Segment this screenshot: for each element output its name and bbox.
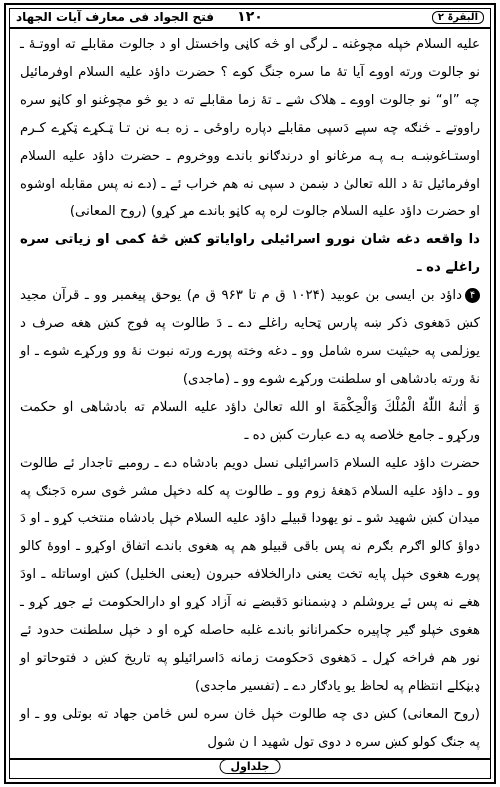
paragraph-text: داؤد بن ایسی بن عوبید (۱۰۲۴ ق م تا ۹۶۳ ق م) یوحق پیغمبر وو ـ قرآن مجید کښ دَهغوی ذکر ښه پارس ټحایه راغلے دے ـ دَ طالوت په فوج کښ هغه صرف د یوزلمی په حیثیت سره شامل وو ـ دغه وخته پورے ورته نبوت نۀ وو ورکړے شوے ـ او نۀ ورته بادشاهی او سلطنت ورکړے شوے وو ـ (ماجدی) bbox=[20, 288, 480, 387]
page-inner-frame bbox=[9, 8, 491, 779]
page-header bbox=[10, 9, 490, 29]
paragraph-with-marker bbox=[20, 282, 480, 394]
paragraph: دا واقعه دغه شان نورو اسرائیلی راوایاتو کښ څۀ کمی او زیاتی سره راغلے ده ـ bbox=[20, 232, 480, 276]
paragraph: علیه السلام خپله مچوغنه ـ لرگی او څه کاڼی واخستل او د جالوت مقابلے ته اووتـۀ ـ نو جالوت ورته اووے آیا تۀ ما سره جنگ کوے ؟ حضرت داؤد علیه السلام اوفرمائیل چه ”او“ نو جالوت اووے ـ هلاک شے ـ تۀ زما مقابلے ته د یو څو مچوغنو او کاڼو سره راووتے ـ څنګه چه سپے دَسپی مقابلے دپاره راوځی ـ زه بـه نن تـا ټـکړے ټکړے کـرم اوستـاغوښـه بـه پـه مرغانو او درندګانو باندے ووخروم ـ حضرت داؤد علیه السلام اوفرمائیل تۀ د الله تعالیٰ د ښمن د سپی نه هم خراب ئے ـ (دے نه پس مقابله اوشوه او حضرت داؤد علیه السلام جالوت لره په کاڼو باندے مړ کړو) (روح المعانی) bbox=[20, 37, 480, 220]
chapter-badge: البقرۃ ۲ bbox=[432, 11, 484, 24]
quran-verse-paragraph: وَ اٰتٰىهُ اللّٰهُ الْمُلْكَ وَالْحِكْمَةَ او الله تعالیٰ داؤد علیه السلام ته بادشاهی او حکمت ورکړو ـ جامع خلاصه په دے عبارت کښ ده ـ bbox=[20, 399, 480, 443]
footnote-marker-icon: ۴ bbox=[465, 288, 480, 303]
volume-label: جلداول bbox=[220, 759, 281, 774]
page-body bbox=[20, 31, 480, 754]
page-frame bbox=[4, 3, 496, 784]
paragraph: حضرت داؤد علیه السلام دَاسرائیلی نسل دویم بادشاه دے ـ رومبے تاجدار ئے طالوت وو ـ داؤد علیه السلام دَهغۀ زوم وو ـ طالوت په کله دخپل مشر څوی سره دَجنګ په میدان کښ شهید شو ـ نو یهودا قبیلے داؤد علیه السلام خپل بادشاه منتخب کړو ـ او دَ دواؤ کالو اګرم بګرم نه پس باقی قبیلو هم په هغوی باندے اتفاق اوکړو ـ اووۀ کالو پورے هغوی خپل پایه تخت یعنی دارالخلافه حبرون (یعنی الخلیل) کښ اوساتله ـ اودَ هغے نه پس ئے یروشلم د ډښمنانو دَقبضے نه آزاد کړو او دارالحکومت ئے جوړ کړو ـ هغوی خپلو ګیر چاپیره حکمرانانو باندے غلبه حاصله کړه او د خپل سلطنت حدود ئے نور هم فراخه کړل ـ دَهغوی دَحکومت زمانه دَاسرائیلو په تاریخ کښ د فتوحاتو او ډبڼکلے انتظام په لحاظ یو یادګار دے ـ (تفسیر ماجدی) bbox=[20, 455, 480, 694]
page-number: ۱۲۰ bbox=[237, 9, 263, 25]
paragraph: (روح المعانی) کښ دی چه طالوت خپل څان سره لس څامن جهاد ته بوتلی وو ـ او په جنګ کولو کښ سره د دوی تول شهید ا ن شول bbox=[20, 706, 480, 750]
book-title: فتح الجواد فی معارف آیات الجھاد bbox=[16, 10, 214, 24]
